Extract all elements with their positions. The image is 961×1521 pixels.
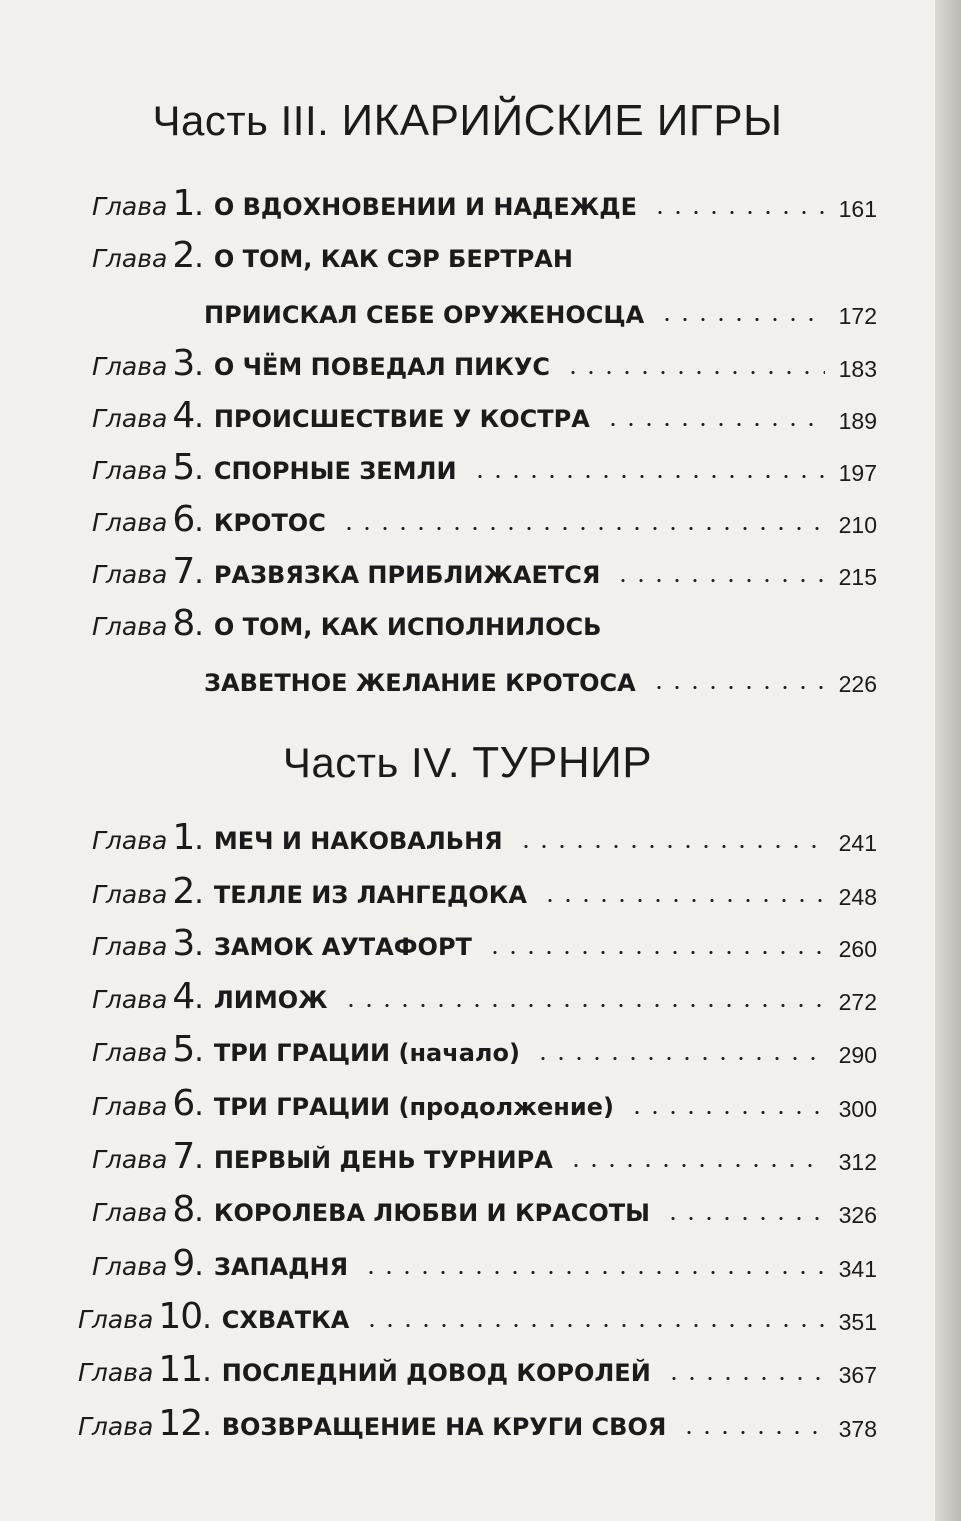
chapter-number: 7: [172, 1136, 195, 1177]
page-number: 272: [838, 989, 877, 1015]
chapter-number: 4: [172, 976, 195, 1017]
chapter-title: ТЕЛЛЕ ИЗ ЛАНГЕДОКА: [213, 881, 527, 909]
page-number: 172: [838, 303, 877, 329]
chapter-heading: [78, 1349, 651, 1390]
chapter-number: 5: [172, 447, 195, 488]
chapter-title: О ВДОХНОВЕНИИ И НАДЕЖДЕ: [213, 193, 637, 221]
dot-leader: [614, 579, 825, 582]
chapter-heading: [92, 447, 457, 488]
dot-leader: [517, 845, 825, 848]
chapter-heading: [92, 1083, 614, 1124]
chapter-heading: [92, 603, 601, 644]
toc-entry[interactable]: [0, 496, 935, 544]
part3-title-prefix: Часть III.: [152, 97, 330, 144]
toc-entry[interactable]: [0, 868, 935, 916]
page-number: 241: [838, 830, 877, 856]
chapter-title: О ЧЁМ ПОВЕДАЛ ПИКУС: [213, 353, 550, 381]
chapter-number-dot: .: [194, 1194, 204, 1229]
page-number: 312: [838, 1149, 877, 1175]
chapter-word: Глава: [78, 1358, 154, 1387]
page-number: 290: [838, 1042, 877, 1068]
part4-title-prefix: Часть IV.: [282, 739, 461, 786]
chapter-word: Глава: [92, 985, 168, 1014]
toc-entry[interactable]: [0, 655, 935, 703]
chapter-heading: [92, 343, 550, 384]
chapter-heading: [92, 1189, 650, 1230]
dot-leader: [658, 318, 825, 321]
chapter-word: Глава: [92, 560, 168, 589]
dot-leader: [664, 1217, 825, 1220]
chapter-number: 1: [172, 817, 195, 858]
toc-entry[interactable]: [0, 444, 935, 492]
chapter-number-dot: .: [194, 928, 204, 963]
chapter-word: Глава: [92, 192, 168, 221]
chapter-heading: [78, 1296, 349, 1337]
chapter-word: Глава: [92, 1198, 168, 1227]
toc-entry[interactable]: [0, 287, 935, 335]
page-number: 367: [838, 1362, 877, 1388]
toc-entry[interactable]: [0, 1080, 935, 1128]
chapter-number: 2: [172, 871, 195, 912]
page-number: 161: [838, 196, 877, 222]
part4-title: [0, 738, 935, 788]
chapter-heading: [92, 183, 637, 224]
chapter-title: СХВАТКА: [221, 1306, 350, 1334]
chapter-word: Глава: [92, 1038, 168, 1067]
toc-entry[interactable]: [0, 1186, 935, 1234]
page-number: 197: [838, 460, 877, 486]
toc-entry[interactable]: [0, 180, 935, 228]
dot-leader: [471, 475, 825, 478]
chapter-word: Глава: [92, 244, 168, 273]
chapter-number-dot: .: [194, 188, 204, 223]
chapter-number: 12: [158, 1403, 203, 1444]
page-number: 183: [838, 356, 877, 382]
chapter-word: Глава: [92, 1145, 168, 1174]
dot-leader: [340, 527, 825, 530]
chapter-number: 4: [172, 395, 195, 436]
chapter-word: Глава: [92, 826, 168, 855]
page-number: 248: [838, 884, 877, 910]
dot-leader: [650, 686, 825, 689]
chapter-number-dot: .: [194, 348, 204, 383]
toc-entry[interactable]: [0, 1293, 935, 1341]
chapter-number: 6: [172, 1083, 195, 1124]
chapter-number-dot: .: [194, 822, 204, 857]
chapter-heading: [78, 1403, 666, 1444]
dot-leader: [564, 371, 825, 374]
toc-entry[interactable]: [0, 1240, 935, 1288]
page-number: 189: [838, 408, 877, 434]
chapter-number: 8: [172, 1189, 195, 1230]
chapter-number-dot: .: [202, 1354, 212, 1389]
chapter-number-dot: .: [194, 1034, 204, 1069]
toc-entry[interactable]: [0, 920, 935, 968]
chapter-word: Глава: [92, 932, 168, 961]
chapter-heading: [92, 235, 573, 276]
chapter-heading: [92, 551, 600, 592]
chapter-title: ЗАПАДНЯ: [213, 1253, 349, 1281]
chapter-word: Глава: [92, 508, 168, 537]
toc-entry[interactable]: [0, 232, 935, 280]
dot-leader: [362, 1271, 825, 1274]
chapter-title: РАЗВЯЗКА ПРИБЛИЖАЕТСЯ: [213, 561, 601, 589]
chapter-title-continued: ЗАВЕТНОЕ ЖЕЛАНИЕ КРОТОСА: [204, 669, 636, 697]
chapter-title: ТРИ ГРАЦИИ (продолжение): [213, 1093, 614, 1121]
chapter-heading: [92, 871, 527, 912]
chapter-title: ПРОИСШЕСТВИЕ У КОСТРА: [213, 405, 590, 433]
chapter-word: Глава: [92, 352, 168, 381]
chapter-heading: [92, 976, 328, 1017]
chapter-number-dot: .: [194, 876, 204, 911]
dot-leader: [628, 1111, 825, 1114]
page-number: 215: [838, 564, 877, 590]
toc-entry[interactable]: [0, 392, 935, 440]
chapter-heading: [92, 817, 503, 858]
page-number: 351: [838, 1309, 877, 1335]
dot-leader: [604, 423, 825, 426]
chapter-title: ЗАМОК АУТАФОРТ: [213, 933, 472, 961]
page-edge-shadow: [935, 0, 961, 1521]
chapter-number-dot: .: [194, 400, 204, 435]
dot-leader: [534, 1057, 825, 1060]
chapter-title-continued: ПРИИСКАЛ СЕБЕ ОРУЖЕНОСЦА: [204, 301, 645, 329]
toc-entry[interactable]: [0, 973, 935, 1021]
chapter-title: КОРОЛЕВА ЛЮБВИ И КРАСОТЫ: [213, 1199, 650, 1227]
page-number: 378: [838, 1416, 877, 1442]
chapter-number-dot: .: [194, 1088, 204, 1123]
chapter-number-dot: .: [194, 452, 204, 487]
chapter-title: О ТОМ, КАК ИСПОЛНИЛОСЬ: [213, 613, 602, 641]
chapter-title: МЕЧ И НАКОВАЛЬНЯ: [213, 827, 503, 855]
chapter-number: 9: [172, 1243, 195, 1284]
chapter-word: Глава: [92, 612, 168, 641]
chapter-number-dot: .: [194, 504, 204, 539]
toc-entry[interactable]: [0, 548, 935, 596]
toc-entry[interactable]: [0, 814, 935, 862]
dot-leader: [680, 1431, 825, 1434]
chapter-number: 3: [172, 923, 195, 964]
chapter-title: ТРИ ГРАЦИИ (начало): [213, 1039, 520, 1067]
chapter-title: ВОЗВРАЩЕНИЕ НА КРУГИ СВОЯ: [221, 1413, 667, 1441]
page-number: 210: [838, 512, 877, 538]
dot-leader: [651, 211, 825, 214]
toc-entry[interactable]: [0, 1026, 935, 1074]
toc-entry[interactable]: [0, 1400, 935, 1448]
chapter-heading: [92, 395, 590, 436]
chapter-number: 10: [158, 1296, 203, 1337]
chapter-number-dot: .: [202, 1408, 212, 1443]
chapter-heading: [92, 499, 326, 540]
chapter-number-dot: .: [194, 240, 204, 275]
part3-title: [0, 96, 935, 146]
page-number: 300: [838, 1096, 877, 1122]
chapter-word: Глава: [78, 1412, 154, 1441]
part3-title-name: ИКАРИЙСКИЕ ИГРЫ: [341, 96, 783, 145]
dot-leader: [486, 951, 825, 954]
toc-entry[interactable]: [0, 1133, 935, 1181]
chapter-title: КРОТОС: [213, 509, 326, 537]
toc-entry[interactable]: [0, 340, 935, 388]
chapter-number-dot: .: [194, 608, 204, 643]
part4-title-name: ТУРНИР: [472, 738, 653, 787]
chapter-number-dot: .: [194, 1248, 204, 1283]
dot-leader: [541, 899, 825, 902]
chapter-title: СПОРНЫЕ ЗЕМЛИ: [213, 457, 457, 485]
dot-leader: [342, 1004, 825, 1007]
chapter-word: Глава: [92, 880, 168, 909]
chapter-title: О ТОМ, КАК СЭР БЕРТРАН: [213, 245, 573, 273]
chapter-number-dot: .: [194, 981, 204, 1016]
chapter-number-dot: .: [202, 1301, 212, 1336]
chapter-heading: [92, 1136, 553, 1177]
page-number: 226: [838, 671, 877, 697]
dot-leader: [363, 1324, 825, 1327]
dot-leader: [665, 1377, 825, 1380]
page-number: 341: [838, 1256, 877, 1282]
chapter-number: 5: [172, 1029, 195, 1070]
chapter-number: 6: [172, 499, 195, 540]
chapter-number: 3: [172, 343, 195, 384]
chapter-title: ЛИМОЖ: [213, 986, 328, 1014]
chapter-number: 11: [158, 1349, 203, 1390]
chapter-title: ПЕРВЫЙ ДЕНЬ ТУРНИРА: [213, 1146, 553, 1174]
chapter-number-dot: .: [194, 1141, 204, 1176]
chapter-word: Глава: [92, 456, 168, 485]
toc-entry[interactable]: [0, 600, 935, 648]
page-number: 260: [838, 936, 877, 962]
chapter-number: 2: [172, 235, 195, 276]
chapter-heading: [92, 923, 472, 964]
chapter-heading: [92, 1243, 348, 1284]
dot-leader: [567, 1164, 825, 1167]
chapter-word: Глава: [92, 1092, 168, 1121]
chapter-number: 1: [172, 183, 195, 224]
chapter-title: ПОСЛЕДНИЙ ДОВОД КОРОЛЕЙ: [221, 1359, 651, 1387]
page-number: 326: [838, 1202, 877, 1228]
chapter-number: 7: [172, 551, 195, 592]
chapter-heading: [92, 1029, 520, 1070]
chapter-word: Глава: [92, 1252, 168, 1281]
chapter-number: 8: [172, 603, 195, 644]
chapter-word: Глава: [92, 404, 168, 433]
toc-entry[interactable]: [0, 1346, 935, 1394]
chapter-word: Глава: [78, 1305, 154, 1334]
chapter-number-dot: .: [194, 556, 204, 591]
